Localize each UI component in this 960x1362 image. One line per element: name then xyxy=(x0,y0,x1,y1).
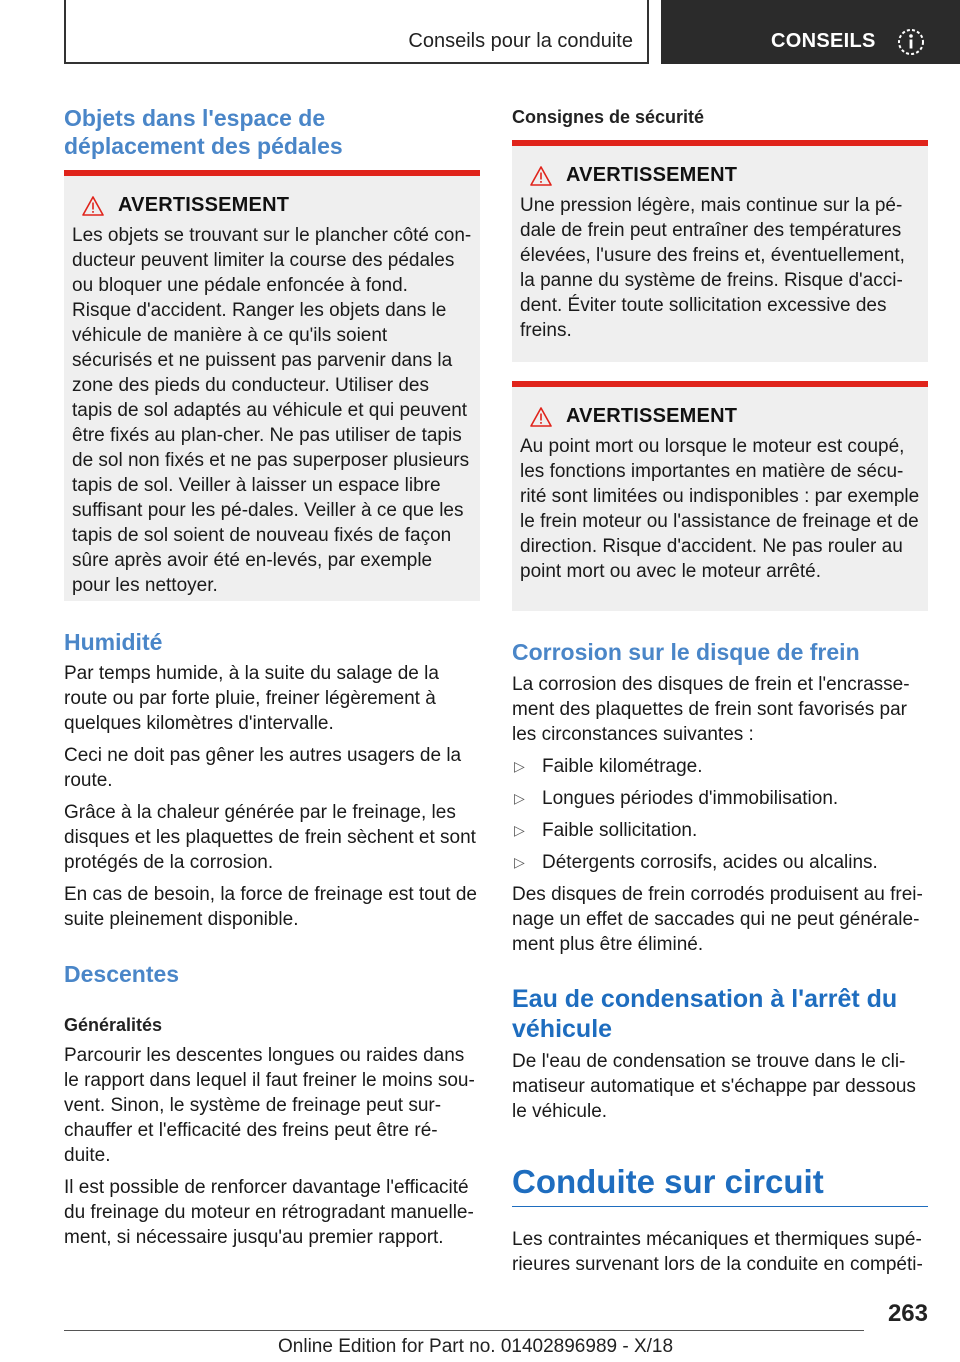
paragraph: En cas de besoin, la force de freinage est tout de suite pleinement disponible. xyxy=(64,884,477,930)
warning-triangle-icon xyxy=(530,166,552,186)
warning-text: Une pression légère, mais continue sur la pé‐dale de frein peut entraîner des températures élevées, l'usure des freins et, éventuellement, la panne du système de freins. Risque d'acci‐dent. Éviter toute sollicitation excessive des freins. xyxy=(520,195,905,341)
section-title-consignes: Consignes de sécurité xyxy=(512,107,705,127)
header-section-box xyxy=(661,0,960,64)
warning-text: Les objets se trouvant sur le plancher côté con‐ducteur peuvent limiter la course des pédales ou bloquer une pédale enfoncée à fond. Risque d'accident. Ranger les objets dans le véhicule de manière à ce qu'ils soient sécurisés et ne puissent pas parvenir dans la zone des pieds du conducteur. Utiliser des tapis de sol adaptés au véhicule et qui peuvent être fixés au plan‐cher. Ne pas utiliser de tapis de sol non fixés et ne pas superposer plusieurs tapis de sol. Veiller à laisser un espace libre suffisant pour les pé‐dales. Veiller à ce que les tapis de sol soient de nouveau fixés de façon sûre après avoir été en‐levés, par exemple pour les nettoyer. xyxy=(72,225,472,596)
list-item: ▷ Faible kilométrage. xyxy=(514,756,703,777)
bullet-list xyxy=(512,754,928,875)
paragraph: Parcourir les descentes longues ou raides dans le rapport dans lequel il faut freiner le moins sou‐vent. Sinon, le système de freinage peut sur‐chauffer et l'efficacité des freins peut être ré‐duite. xyxy=(64,1045,475,1166)
paragraph: Par temps humide, à la suite du salage de la route ou par forte pluie, freiner légèrement à quelques kilomètres d'intervalle. xyxy=(64,663,439,734)
warning-label: AVERTISSEMENT xyxy=(118,194,290,216)
corrosion-body xyxy=(512,672,928,957)
list-item: ▷ Détergents corrosifs, acides ou alcalins. xyxy=(514,852,878,873)
humidite-body xyxy=(64,661,480,932)
info-icon[interactable] xyxy=(897,28,925,61)
header-chapter: Conseils pour la conduite xyxy=(408,30,633,52)
section-title-condensation: Eau de condensation à l'arrêt du véhicule xyxy=(512,985,898,1043)
chapter-title-circuit: Conduite sur circuit xyxy=(512,1163,824,1200)
warning-triangle-icon xyxy=(530,407,552,427)
paragraph: Des disques de frein corrodés produisent au frei‐nage un effet de saccades qui ne peut générale‐ment plus être éliminé. xyxy=(512,884,923,955)
footer-divider xyxy=(64,1330,864,1331)
triangle-bullet-icon: ▷ xyxy=(514,790,525,806)
section-title-corrosion: Corrosion sur le disque de frein xyxy=(512,639,860,665)
title-underline xyxy=(512,1206,928,1207)
paragraph: La corrosion des disques de frein et l'encrasse‐ment des plaquettes de frein sont favorisés par les circonstances suivantes : xyxy=(512,674,910,745)
list-item: ▷ Longues périodes d'immobilisation. xyxy=(514,788,839,809)
descentes-body xyxy=(64,1043,480,1250)
paragraph: Grâce à la chaleur générée par le freinage, les disques et les plaquettes de frein sèchent et sont protégés de la corrosion. xyxy=(64,802,476,873)
warning-triangle-icon xyxy=(82,196,104,216)
triangle-bullet-icon: ▷ xyxy=(514,758,525,774)
footer-edition: Online Edition for Part no. 01402896989 - X/18 xyxy=(278,1336,674,1357)
warning-label: AVERTISSEMENT xyxy=(566,405,738,427)
section-title-humidite: Humidité xyxy=(64,629,163,655)
warning-label: AVERTISSEMENT xyxy=(566,164,738,186)
warning-text: Au point mort ou lorsque le moteur est coupé, les fonctions importantes en matière de sécu‐rité sont limitées ou indisponibles : par exemple le frein moteur ou l'assistance de freinage et de direction. Risque d'accident. Ne pas rouler au point mort ou avec le moteur arrêté. xyxy=(520,436,920,582)
paragraph: Ceci ne doit pas gêner les autres usagers de la route. xyxy=(64,745,462,791)
subsection-title-generalites: Généralités xyxy=(64,1015,163,1035)
warning-box-point-mort xyxy=(512,381,928,611)
header-chapter-box xyxy=(64,0,649,64)
warning-box-objets xyxy=(64,170,480,601)
paragraph: Les contraintes mécaniques et thermiques supé‐rieures survenant lors de la conduite en compéti‐ xyxy=(512,1229,923,1275)
section-title-descentes: Descentes xyxy=(64,961,180,987)
warning-box-pression xyxy=(512,140,928,362)
list-item: ▷ Faible sollicitation. xyxy=(514,820,698,841)
page-number: 263 xyxy=(887,1300,928,1327)
header-section: CONSEILS xyxy=(771,30,876,52)
triangle-bullet-icon: ▷ xyxy=(514,822,525,838)
triangle-bullet-icon: ▷ xyxy=(514,854,525,870)
paragraph: De l'eau de condensation se trouve dans le cli‐matiseur automatique et s'échappe par dessous le véhicule. xyxy=(512,1051,916,1122)
section-title-objets: Objets dans l'espace de déplacement des pédales xyxy=(64,105,343,159)
paragraph: Il est possible de renforcer davantage l'efficacité du freinage du moteur en rétrogradant manuelle‐ment, si nécessaire jusqu'au premier rapport. xyxy=(64,1177,474,1248)
